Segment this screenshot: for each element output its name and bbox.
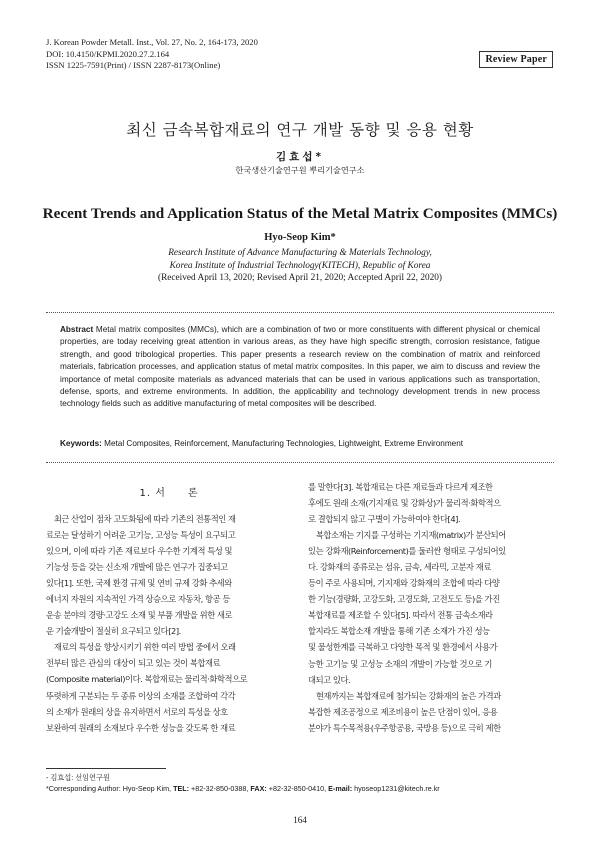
body-line: 및 물성한계를 극복하고 다양한 목적 및 환경에서 사용가 — [308, 642, 498, 653]
footnote-divider — [46, 768, 166, 769]
body-line: 할지라도 복합소재 개발을 통해 기존 소재가 가진 성능 — [308, 626, 490, 637]
page-number: 164 — [293, 815, 307, 825]
keywords — [60, 439, 540, 448]
body-line: 보완하여 원래의 소재보다 우수한 성능을 갖도록 한 재료 — [46, 722, 236, 733]
review-paper-badge: Review Paper — [479, 51, 553, 68]
author-position-note: - 김효섭: 선임연구원 — [46, 773, 110, 782]
doi: DOI: 10.4150/KPMI.2020.27.2.164 — [46, 48, 170, 59]
korean-affiliation: 한국생산기술연구원 뿌리기술연구소 — [235, 165, 365, 175]
top-divider — [46, 312, 554, 313]
body-line: 의 소재가 원래의 상을 유지하면서 서로의 특성을 상호 — [46, 706, 228, 717]
body-line: 대되고 있다. — [308, 674, 351, 685]
journal-citation: J. Korean Powder Metall. Inst., Vol. 27, No. 2, 164-173, 2020 — [46, 37, 258, 47]
english-author: Hyo-Seop Kim* — [264, 232, 336, 243]
keywords-label: Keywords: — [60, 439, 102, 448]
corresponding-author-note — [46, 784, 440, 795]
fax-label: FAX: — [250, 783, 267, 793]
body-line: 운 기술개발이 절실히 요구되고 있다[2]. — [46, 626, 181, 637]
body-line: 최근 산업이 점차 고도화됨에 따라 기존의 전통적인 재 — [46, 514, 236, 524]
english-affiliation — [0, 247, 600, 273]
tel-label: TEL: — [173, 783, 190, 793]
body-line: 있는 강화재(Reinforcement)를 둘러싼 형태로 구성되어있 — [308, 546, 506, 557]
english-title: Recent Trends and Application Status of the Metal Matrix Composites (MMCs) — [42, 205, 558, 222]
abstract-text: Metal matrix composites (MMCs), which are a combination of two or more constituents with different physical or chemical properties, are today receiving great attention in various areas, as they have high specific strength, corrosion resistance, fatigue strength, and good tribological properties. This paper presents a research review on the combination of matrix and reinforced materials, fabrication processes, and application status of metal matrix composites. In this paper, we aim to discuss and review the importance of metal composite materials as advanced materials that can be used in various applications such as transportation, defense, sports, and extreme environments. In addition, the applicability and technology development trends in new process technology fields such as additive manufacturing of metal composites will be described. — [60, 325, 541, 409]
abstract-label: Abstract — [60, 325, 94, 334]
received-dates: (Received April 13, 2020; Revised April 21, 2020; Accepted April 22, 2020) — [157, 273, 443, 283]
body-line: 있다[1]. 또한, 국제 환경 규제 및 연비 규제 강화 추세와 — [46, 578, 232, 589]
body-line: 등이 주로 사용되며, 기지재와 강화재의 조합에 따라 다양 — [308, 578, 500, 589]
body-line: 에너지 자원의 지속적인 가격 상승으로 자동차, 항공 등 — [46, 594, 230, 605]
bottom-divider — [46, 462, 554, 463]
footnotes — [46, 773, 440, 794]
body-line: 복합재료를 제조할 수 있다[5]. 따라서 전통 금속소재라 — [308, 610, 493, 621]
body-line: 재료의 특성을 향상시키기 위한 여러 방법 중에서 오래 — [46, 642, 236, 653]
section-heading-introduction: 1. 서 론 — [139, 488, 199, 499]
body-line: 로 결합되지 않고 구별이 가능하여야 한다[4]. — [308, 514, 461, 525]
fax-value: +82-32-850-0410, — [268, 783, 327, 793]
email-value: hyoseop1231@kitech.re.kr — [354, 783, 440, 793]
body-line: 전부터 많은 관심의 대상이 되고 있는 것이 복합재료 — [46, 658, 221, 669]
abstract — [60, 324, 540, 411]
body-line: 다. 강화재의 종류로는 섬유, 금속, 세라믹, 고분자 재료 — [308, 562, 491, 573]
right-column — [308, 479, 554, 736]
body-line: 능한 고기능 및 고성능 소재의 개발이 가능할 것으로 기 — [308, 658, 492, 669]
keywords-text: Metal Composites, Reinforcement, Manufacturing Technologies, Lightweight, Extreme Environment — [104, 439, 464, 448]
body-line: 를 말한다[3]. 복합재료는 다른 재료들과 다르게 제조한 — [308, 482, 493, 492]
body-line: (Composite material)이다. 복합재료는 물리적·화학적으로 — [46, 674, 248, 685]
body-line: 있으며, 이에 따라 기존 재료보다 우수한 기계적 특성 및 — [46, 546, 233, 557]
body-line: 료로는 달성하기 어려운 고기능, 고성능 특성이 요구되고 — [46, 530, 236, 541]
body-line: 운송 분야의 경량·고강도 소재 및 부품 개발을 위한 새로 — [46, 610, 233, 621]
body-line: 후에도 원래 소재(기지재료 및 강화상)가 물리적·화학적으 — [308, 498, 501, 509]
email-label: E-mail: — [328, 783, 353, 793]
body-line: 한 기능(경량화, 고강도화, 고경도화, 고전도도 등)을 가진 — [308, 594, 500, 605]
affiliation-line-2: Korea Institute of Industrial Technology(KITECH), Republic of Korea — [169, 260, 431, 271]
corresponding-author-label: *Corresponding Author: Hyo-Seop Kim, — [46, 783, 172, 793]
body-line: 복잡한 제조공정으로 제조비용이 높은 단점이 있어, 응용 — [308, 706, 498, 717]
body-line: 분야가 특수목적용(우주항공용, 국방용 등)으로 극히 제한 — [308, 722, 501, 733]
affiliation-line-1: Research Institute of Advance Manufacturing & Materials Technology, — [168, 248, 432, 258]
body-line: 복합소재는 기지를 구성하는 기지재(matrix)가 분산되어 — [308, 530, 506, 541]
body-line: 뚜렷하게 구분되는 두 종류 이상의 소재를 조합하여 각각 — [46, 690, 236, 701]
issn: ISSN 1225-7591(Print) / ISSN 2287-8173(Online) — [46, 60, 221, 71]
left-column — [46, 511, 292, 736]
korean-author: 김효섭* — [276, 151, 324, 163]
body-line: 기능성 등을 갖는 신소재 개발에 많은 연구가 집중되고 — [46, 562, 228, 573]
korean-title: 최신 금속복합재료의 연구 개발 동향 및 응용 현황 — [126, 121, 474, 139]
body-line: 현재까지는 복합재료에 첨가되는 강화재의 높은 가격과 — [308, 690, 501, 701]
journal-header — [46, 37, 258, 72]
tel-value: +82-32-850-0388, — [191, 783, 249, 793]
